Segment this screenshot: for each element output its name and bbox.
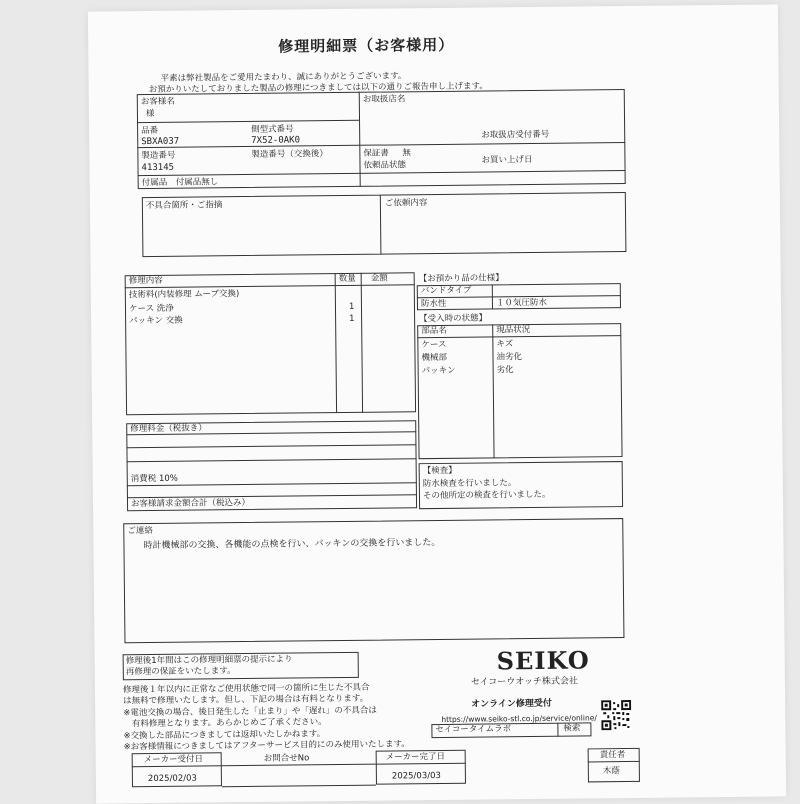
responsible-value: 木蔭 [602,766,620,777]
receipt-state-label: 【受入時の状態】 [419,313,488,325]
model-number-label: 側型式番号 [251,124,294,135]
note-line-4: 有料修理となります。あらかじめご了承ください。 [123,717,327,730]
seiko-logo: SEIKO [496,645,590,676]
request-status-label: 依頼品状態 [363,160,407,171]
part-row-2: 機械部 [421,352,448,364]
inspection-line-2: その他所定の検査を行いました。 [422,489,551,502]
serial-number-label: 製造番号 [141,150,176,162]
note-line-5: ※交換した部品につきましては返却いたしかねます。 [123,729,326,742]
repair-item-3-qty: 1 [349,313,355,324]
accessory-value: 付属品無し [175,177,219,188]
qr-code-icon [601,700,631,730]
repair-statement-sheet [88,4,786,803]
tax-label: 消費税 10% [130,473,178,485]
state-row-3: 劣化 [496,365,514,376]
note-line-1: 修理後１年以内に正常なご使用状態で同一の箇所に生じた不具合 [122,682,370,696]
repair-item-2-qty: 1 [348,301,355,312]
request-label: ご依頼内容 [384,198,428,209]
completed-date-value: 2025/03/03 [391,770,441,782]
contact-text: 時計機械部の交換、各機能の点検を行い、パッキンの交換を行いました。 [143,537,441,552]
intro-line-2: お預かりいたしておりました製品の修理につきましては以下の通りご報告申し上げます。 [148,81,488,96]
note-line-6: ※お客様情報につきましてはアフターサービス目的にのみ使用いたします。 [123,739,410,753]
maker-received-value: 2025/02/03 [147,773,197,785]
repair-item-1: 技術料(内装修理 ムーブ交換) [128,289,240,301]
inspection-label: 【検査】 [422,465,457,477]
total-label: お客様請求金額合計（税込み） [130,497,251,510]
customer-honorific: 様 [145,108,155,120]
product-number-value: SBXA037 [141,136,180,148]
warranty-notice-line-1: 修理後1年間はこの修理明細票の提示により [125,654,293,667]
accessory-label: 付属品 [141,177,168,189]
contact-label: ご連絡 [127,525,153,537]
inquiry-number-label: お問合せNo [263,753,310,764]
model-number-value: 7X52-0AK0 [251,135,301,146]
repair-amount-header: 金額 [370,273,388,284]
spec-section-label: 【お預かり品の仕様】 [418,273,504,285]
online-repair-label: オンライン修理受付 [471,698,552,710]
repair-content-label: 修理内容 [128,275,163,287]
online-repair-url[interactable]: https://www.seiko-stl.co.jp/service/online/ [441,713,597,724]
repair-fee-label: 修理料金（税抜き） [130,423,207,435]
completed-date-label: メーカー完了日 [385,751,446,763]
document-title: 修理明細票（お客様用） [278,35,455,56]
note-line-3: ※電池交換の場合、後日発生した「止まり」や「遅れ」の不具合は [123,705,377,719]
water-resistance-value: １０気圧防水 [495,297,548,309]
contact-box [123,518,624,643]
store-receipt-label: お取扱店受付番号 [481,129,550,141]
inspection-line-1: 防水検査を行いました。 [422,478,517,490]
responsible-label: 責任者 [599,750,626,761]
repair-qty-header: 数量 [338,273,356,285]
intro-line-1: 平素は弊社製品をご愛用たまわり、誠にありがとうございます。 [160,71,407,84]
warranty-notice-line-2: 再修理の保証をいたします。 [125,666,236,678]
part-header: 部品名 [421,325,447,337]
repair-item-2: ケース 洗浄 [128,303,174,315]
state-header: 現品状況 [496,325,531,336]
part-row-1: ケース [421,339,447,351]
product-number-label: 品番 [141,125,159,137]
company-name: セイコーウオッチ株式会社 [470,676,579,688]
note-line-2: は無料で修理いたします。但し、下記の場合は有料となります。 [123,693,369,707]
water-resistance-label: 防水性 [420,298,447,310]
customer-name-label: お客様名 [140,96,175,108]
state-row-1: キズ [496,339,514,350]
part-row-3: パッキン [421,365,456,377]
serial-number-value: 413145 [141,162,175,174]
repair-item-3: パッキン 交換 [129,315,183,327]
store-name-label: お取扱店名 [362,94,406,105]
maker-received-label: メーカー受付日 [143,754,204,766]
state-row-2: 油劣化 [496,352,523,363]
serial-exchange-label: 製造番号（交換後） [251,149,328,160]
defect-label: 不具合箇所・ご指摘 [145,200,223,212]
band-type-label: バンドタイプ [420,285,472,297]
search-button[interactable]: 検索 [563,723,581,734]
warranty-label: 保証書 [363,148,389,159]
receipt-state-box [417,323,622,459]
warranty-value: 無 [402,148,411,159]
search-text: セイコータイムラボ [435,724,512,736]
purchase-date-label: お買い上げ日 [481,154,533,166]
